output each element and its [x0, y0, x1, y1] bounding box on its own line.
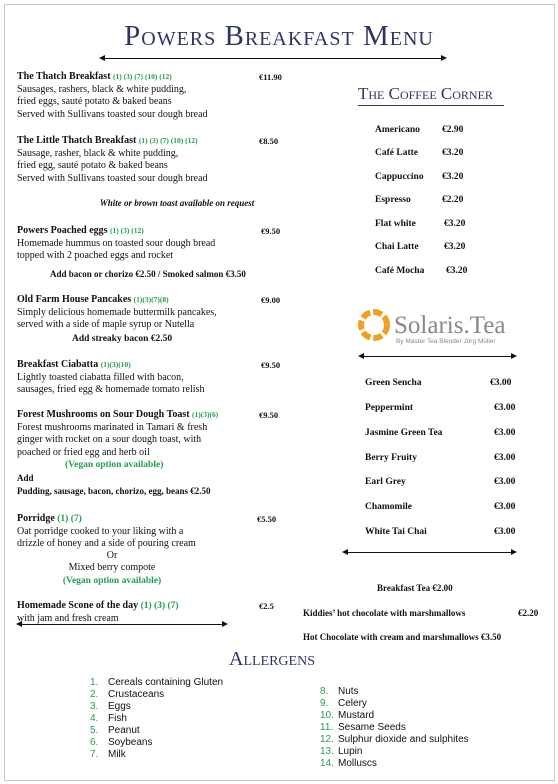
item-desc-line: Served with Sullivans toasted sour dough bread	[17, 172, 208, 184]
menu-item-porridge	[17, 513, 347, 551]
item-desc-line: Oat porridge cooked to your liking with a	[17, 525, 184, 537]
pancake-addon: Add streaky bacon €2.50	[72, 334, 173, 344]
allergen-item: 13. Lupin	[320, 746, 363, 757]
coffee-item-price: €3.20	[442, 148, 464, 158]
coffee-item-name: Chai Latte	[375, 242, 419, 252]
item-allergens: (1) (3) (12)	[110, 226, 144, 235]
porridge-compote: Mixed berry compote	[68, 562, 156, 573]
allergen-item: 1. Cereals containing Gluten	[90, 677, 224, 688]
item-desc-line: Served with Sullivans toasted sour dough bread	[17, 108, 208, 120]
mushroom-add-label: Add	[17, 473, 34, 483]
menu-item-little-thatch	[17, 135, 347, 185]
item-allergens: (1)(3)(7)(8)	[133, 295, 169, 304]
tea-item-name: White Tai Chai	[365, 527, 427, 537]
item-desc-line: ginger with rocket on a sour dough toast, with	[17, 434, 202, 445]
coffee-corner-title: The Coffee Corner	[358, 84, 493, 103]
item-desc-line: Forest mushrooms marinated in Tamari & fresh	[17, 421, 208, 433]
allergen-item: 6. Soybeans	[90, 737, 153, 748]
item-allergens: (1)(3)(6)	[192, 410, 219, 419]
divider-arrow-right	[511, 549, 517, 555]
item-desc-line: drizzle of honey and a side of pouring cream	[17, 538, 196, 549]
scone-divider	[22, 624, 222, 625]
tea-bottom-divider	[348, 552, 512, 553]
tea-item-price: €3.00	[494, 527, 516, 537]
tea-item-price: €3.00	[494, 453, 516, 463]
item-desc-line: poached or fried egg and herb oil	[17, 446, 150, 458]
coffee-item-name: Café Latte	[375, 148, 418, 158]
item-name: Homemade Scone of the day	[17, 600, 139, 611]
item-allergens: (1) (3) (7) (10) (12)	[113, 72, 172, 81]
item-desc-line: Lightly toasted ciabatta filled with bacon,	[17, 371, 184, 383]
menu-item-thatch-breakfast	[17, 71, 347, 121]
tea-item-price: €3.00	[494, 502, 516, 512]
divider-arrow-right	[441, 55, 447, 61]
coffee-item-price: €3.20	[442, 172, 464, 182]
coffee-item-name: Espresso	[375, 195, 411, 205]
item-desc-line: Sausage, rasher, black & white pudding,	[17, 147, 179, 159]
allergen-item: 14. Molluscs	[320, 758, 377, 769]
porridge-or: Or	[106, 550, 118, 561]
item-name: Porridge	[17, 513, 55, 524]
menu-item-ciabatta	[17, 359, 347, 397]
coffee-item-price: €2.90	[442, 125, 464, 135]
divider-arrow-left	[358, 353, 364, 359]
coffee-title-underline	[358, 105, 504, 106]
item-desc-line: Sausages, rashers, black & white pudding,	[17, 83, 187, 95]
mushroom-vegan: (Vegan option available)	[65, 460, 164, 470]
allergens-list-right	[320, 686, 469, 770]
item-name: Breakfast Ciabatta	[17, 359, 99, 370]
logo-brand: Solaris.Tea	[394, 312, 506, 339]
coffee-item-name: Flat white	[375, 219, 416, 229]
menu-item-poached-eggs	[17, 225, 347, 263]
allergen-item: 7. Milk	[90, 749, 126, 760]
allergen-item: 12. Sulphur dioxide and sulphites	[320, 734, 469, 745]
kiddies-choc-name: Kiddies’ hot chocolate with marshmallows	[303, 608, 466, 618]
coffee-item-name: Cappuccino	[375, 172, 424, 182]
menu-title: Powers Breakfast Menu	[124, 20, 434, 52]
item-desc-line: Homemade hummus on toasted sour dough bread	[17, 237, 216, 249]
tea-item-price: €3.00	[494, 477, 516, 487]
item-desc-line: fried egg, sauté potato & baked beans	[17, 160, 168, 171]
menu-item-pancakes	[17, 294, 347, 332]
divider-arrow-right	[511, 353, 517, 359]
tea-item-name: Earl Grey	[365, 477, 406, 487]
allergen-item: 10. Mustard	[320, 710, 375, 721]
tea-top-divider	[364, 356, 512, 357]
divider-arrow-left	[16, 621, 22, 627]
allergen-item: 2. Crustaceans	[90, 689, 165, 700]
tea-item-name: Chamomile	[365, 502, 412, 512]
kiddies-choc-price: €2.20	[518, 608, 539, 618]
allergen-item: 9. Celery	[320, 698, 367, 709]
allergens-title: Allergens	[229, 648, 315, 670]
divider-arrow-left	[99, 55, 105, 61]
item-desc-line: served with a side of maple syrup or Nutella	[17, 319, 195, 330]
tea-item-name: Jasmine Green Tea	[365, 428, 443, 438]
item-price: €11.90	[259, 72, 282, 82]
logo-tagline: By Master Tea Blender Jörg Müller	[396, 338, 496, 345]
item-price: €9.50	[261, 226, 281, 236]
item-price: €2.5	[259, 601, 274, 611]
menu-item-mushrooms	[17, 409, 347, 459]
item-desc-line: fried eggs, sauté potato & baked beans	[17, 96, 172, 107]
item-price: €8.50	[259, 136, 279, 146]
tea-item-price: €3.00	[490, 378, 512, 388]
tea-item-price: €3.00	[494, 428, 516, 438]
allergens-list-left	[90, 677, 223, 761]
title-divider	[104, 58, 442, 59]
sun-icon	[361, 312, 387, 338]
allergen-item: 3. Eggs	[90, 701, 131, 712]
item-name: The Little Thatch Breakfast	[17, 135, 137, 146]
item-allergens: (1) (3) (7)	[140, 601, 179, 611]
divider-arrow-right	[222, 621, 228, 627]
porridge-vegan: (Vegan option available)	[62, 576, 162, 586]
tea-item-price: €3.00	[494, 403, 516, 413]
allergen-item: 11. Sesame Seeds	[320, 722, 406, 733]
item-desc-line: topped with 2 poached eggs and rocket	[17, 250, 174, 261]
tea-item-name: Green Sencha	[365, 378, 422, 388]
item-allergens: (1) (7)	[57, 514, 82, 524]
hot-chocolate: Hot Chocolate with cream and marshmallows €3.50	[303, 632, 502, 642]
item-allergens: (1)(3)(10)	[100, 360, 131, 369]
item-price: €9.50	[261, 360, 281, 370]
allergen-item: 5. Peanut	[90, 725, 140, 736]
coffee-item-name: Americano	[375, 125, 420, 135]
mushroom-add-items: Pudding, sausage, bacon, chorizo, egg, beans €2.50	[17, 486, 211, 496]
breakfast-tea: Breakfast Tea €2.00	[377, 583, 453, 593]
coffee-item-price: €3.20	[444, 242, 466, 252]
item-desc-line: sausages, fried egg & homemade tomato relish	[17, 384, 205, 395]
menu-item-scone	[17, 600, 347, 625]
allergen-item: 4. Fish	[90, 713, 127, 724]
solaris-tea-logo	[354, 305, 524, 345]
item-price: €9.00	[261, 295, 281, 305]
item-name: Powers Poached eggs	[17, 225, 108, 236]
tea-item-name: Peppermint	[365, 403, 414, 413]
coffee-item-name: Café Mocha	[375, 266, 425, 276]
toast-note: White or brown toast available on request	[99, 198, 255, 208]
allergen-item: 8. Nuts	[320, 686, 359, 697]
tea-item-name: Berry Fruity	[365, 453, 417, 463]
item-name: Old Farm House Pancakes	[17, 294, 132, 305]
poached-addon: Add bacon or chorizo €2.50 / Smoked salmon €3.50	[50, 269, 246, 279]
divider-arrow-left	[342, 549, 348, 555]
item-name: Forest Mushrooms on Sour Dough Toast	[17, 409, 190, 420]
item-price: €9.50	[259, 410, 279, 420]
item-desc-line: Simply delicious homemade buttermilk pancakes,	[17, 306, 217, 318]
coffee-item-price: €2.20	[442, 195, 464, 205]
item-desc-line: with jam and fresh cream	[17, 612, 119, 624]
coffee-item-price: €3.20	[446, 266, 468, 276]
item-allergens: (1) (3) (7) (10) (12)	[138, 136, 198, 145]
coffee-item-price: €3.20	[444, 219, 466, 229]
item-name: The Thatch Breakfast	[17, 71, 111, 82]
item-price: €5.50	[257, 514, 277, 524]
